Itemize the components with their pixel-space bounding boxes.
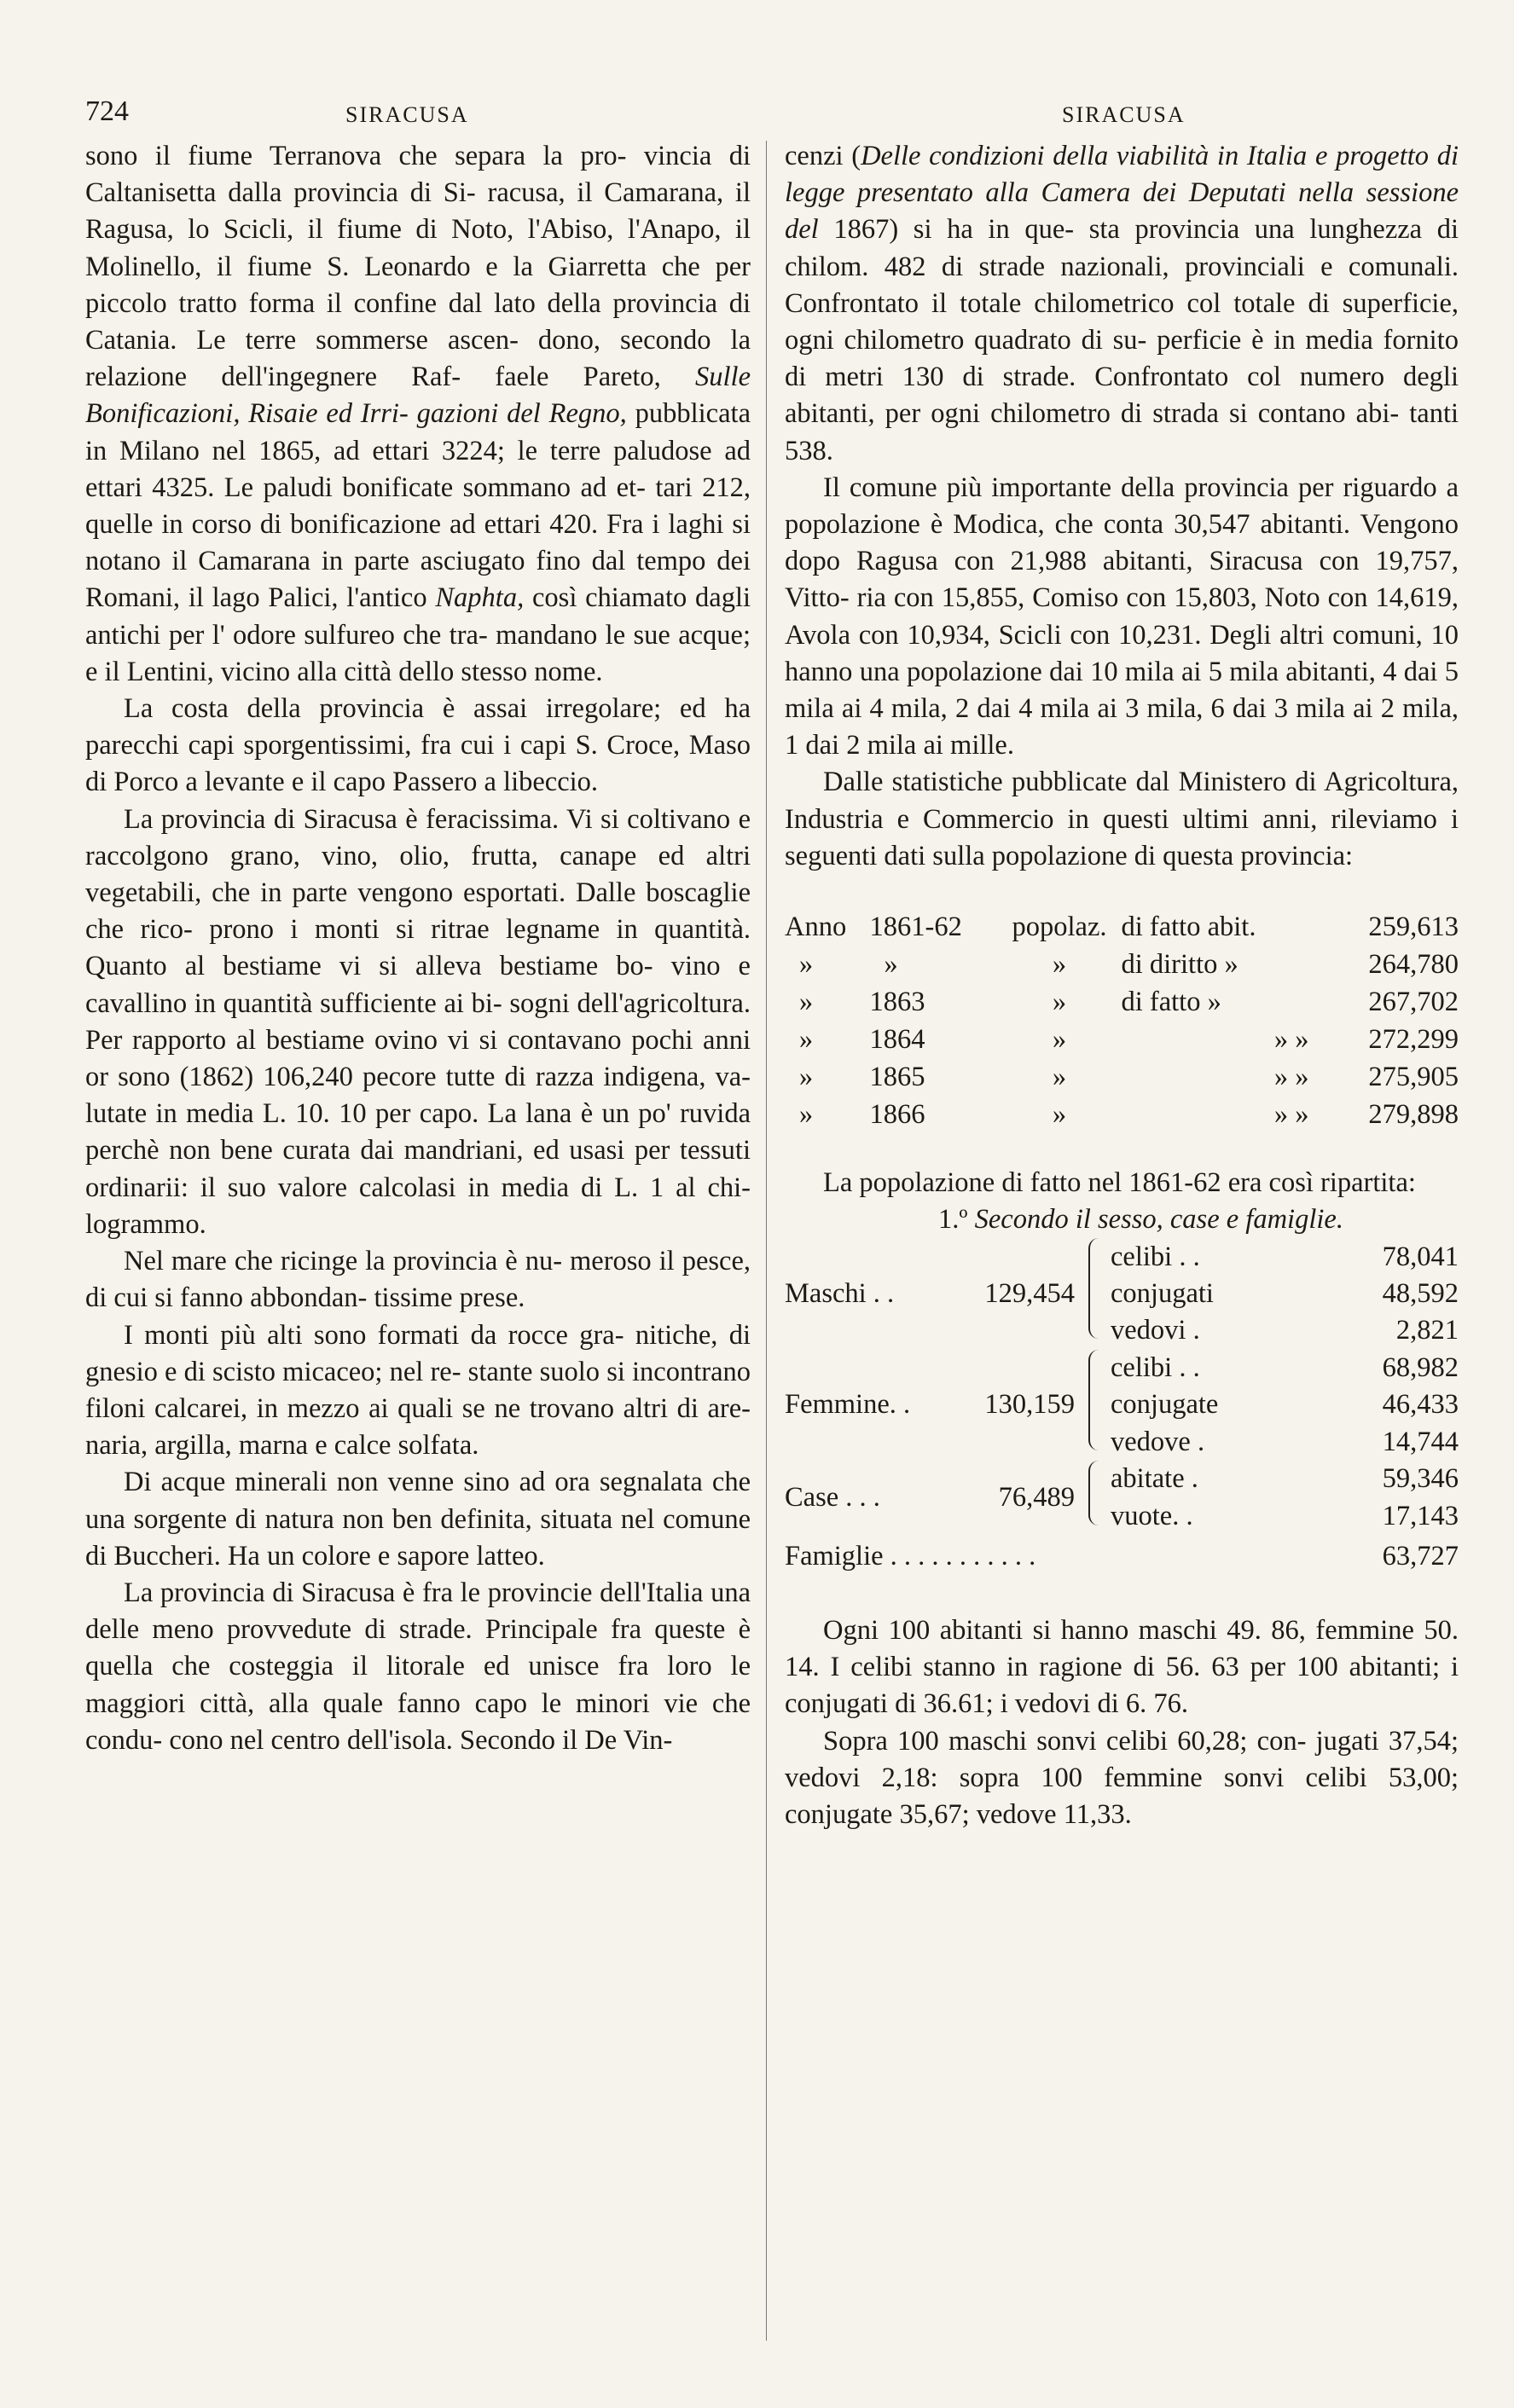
book-title: Sulle Bonificazioni, Risaie ed Irri- gazioni del Regno, <box>85 362 751 430</box>
paragraph: cenzi (Delle condizioni della viabilità in Italia e progetto di legge presentato alla Camera dei Deputati nella sessione del 1867) si ha in que- sta provincia una lunghezza di chilom. 482 di strade nazionali, provinciali e comunali. Confrontato il totale chilometrico col totale di superficie, ogni chilometro quadrato di su- perficie è in media fornito di metri 130 di strade. Confrontato col numero degli abitanti, per ogni chilometro di strada si contano abi- tanti 538. <box>785 141 1459 466</box>
table-row: vedove . 14,744 <box>1111 1426 1459 1457</box>
table-row: Famiglie . . . . . . . . . . . 63,727 <box>785 1541 1459 1572</box>
table-row: » » » di diritto » 264,780 <box>798 949 1459 981</box>
section-heading: 1.º Secondo il sesso, case e famiglie. <box>938 1204 1343 1236</box>
brace <box>1082 1461 1105 1536</box>
right-column <box>785 138 1459 1833</box>
table-row: » 1865 » » » 275,905 <box>798 1062 1459 1093</box>
table-row: Femmine. . 130,159 celibi . . 68,982 <box>785 1350 1459 1386</box>
page-number: 724 <box>85 96 129 127</box>
brace <box>1082 1238 1105 1349</box>
running-title-right: SIRACUSA <box>1062 102 1186 127</box>
running-title-left: SIRACUSA <box>345 102 469 127</box>
table-row: » 1864 » » » 272,299 <box>798 1024 1459 1056</box>
table-row: Anno 1861-62 popolaz. di fatto abit. 259,613 <box>785 912 1459 943</box>
lake-name: Naphta, <box>435 582 525 614</box>
table-row: Case . . . 76,489 abitate . 59,346 <box>785 1461 1459 1498</box>
table-row: » 1863 » di fatto » 267,702 <box>798 987 1459 1018</box>
paragraph: La popolazione di fatto nel 1861-62 era così ripartita: <box>823 1167 1416 1199</box>
column-divider <box>766 141 767 2341</box>
book-title: Delle condizioni della viabilità in Italia e progetto di legge presentato alla Camera dei Deputati nella sessione del <box>785 141 1459 246</box>
paragraph: Di acque minerali non venne sino ad ora segnalata che una sorgente di natura non ben definita, situata nel comune di Buccheri. Ha un colore e sapore latteo. <box>85 1467 751 1572</box>
brace <box>1082 1350 1105 1461</box>
paragraph: La provincia di Siracusa è fra le provincie dell'Italia una delle meno provvedute di strade. Principale fra queste è quella che costeggia il litorale ed unisce fra loro le maggiori città, alla quale fanno capo le minori vie che condu- cono nel centro dell'isola. Secondo il De Vin- <box>85 1577 751 1756</box>
paragraph: I monti più alti sono formati da rocce gra- nitiche, di gnesio e di scisto micaceo; nel re- stante suolo si incontrano filoni calcarei, in mezzo ai quali se ne trovano altri di are- naria, argilla, marna e calce solfata. <box>85 1319 751 1462</box>
paragraph: Ogni 100 abitanti si hanno maschi 49. 86, femmine 50. 14. I celibi stanno in ragione di 56. 63 per 100 abitanti; i conjugati di 36.61; i vedovi di 6. 76. <box>785 1615 1459 1720</box>
paragraph: La provincia di Siracusa è feracissima. Vi si coltivano e raccolgono grano, vino, olio, frutta, canape ed altri vegetabili, che in parte vengono esportati. Dalle boscaglie che rico- prono i monti si ritrae legname in quantità. Quanto al bestiame vi si alleva bestiame bo- vino e cavallino in quantità sufficiente ai bi- sogni dell'agricoltura. Per rapporto al bestiame ovino vi si contavano pochi anni or sono (1862) 106,240 pecore tutte di razza indigena, va- lutate in media L. 10. 10 per capo. La lana è un po' ruvida perchè non bene curata dai mandriani, ed usasi per tessuti ordinarii: il suo valore calcolasi in media di L. 1 al chi- logrammo. <box>85 803 751 1240</box>
paragraph: La costa della provincia è assai irregolare; ed ha parecchi capi sporgentissimi, fra cui i capi S. Croce, Maso di Porco a levante e il capo Passero a libeccio. <box>85 693 751 798</box>
paragraph: Sopra 100 maschi sonvi celibi 60,28; con- jugati 37,54; vedovi 2,18: sopra 100 femmine sonvi celibi 53,00; conjugate 35,67; vedove 11,33. <box>785 1725 1459 1831</box>
paragraph: Il comune più importante della provincia per riguardo a popolazione è Modica, che conta 30,547 abitanti. Vengono dopo Ragusa con 21,988 abitanti, Siracusa con 19,757, Vitto- ria con 15,855, Comiso con 15,803, Noto con 14,619, Avola con 10,934, Scicli con 10,231. Degli altri comuni, 10 hanno una popolazione dai 10 mila ai 5 mila abitanti, 4 dai 5 mila ai 4 mila, 2 dai 4 mila ai 3 mila, 6 dai 3 mila ai 2 mila, 1 dai 2 mila ai mille. <box>785 472 1459 761</box>
left-column <box>85 138 751 1759</box>
table-row: vuote. . 17,143 <box>1111 1501 1459 1532</box>
table-row: Maschi . . 129,454 celibi . . 78,041 <box>785 1238 1459 1275</box>
distribution-table <box>785 1238 1459 1578</box>
table-row: conjugati 48,592 <box>1111 1277 1459 1309</box>
table-row: vedovi . 2,821 <box>1111 1315 1459 1346</box>
table-row: conjugate 46,433 <box>1111 1389 1459 1421</box>
paragraph: Dalle statistiche pubblicate dal Ministero di Agricoltura, Industria e Commercio in questi ultimi anni, rileviamo i seguenti dati sulla popolazione di questa provincia: <box>785 767 1459 871</box>
table-row: » 1866 » » » 279,898 <box>798 1099 1459 1131</box>
paragraph: sono il fiume Terranova che separa la pro- vincia di Caltanisetta dalla provincia di Si- racusa, il Camarana, il Ragusa, lo Scicli, il fiume di Noto, l'Abiso, l'Anapo, il Molinello, il fiume S. Leonardo e la Giarretta che per piccolo tratto forma il confine dal lato della provincia di Catania. Le terre sommerse ascen- dono, secondo la relazione dell'ingegnere Raf- faele Pareto, Sulle Bonificazioni, Risaie ed Irri- gazioni del Regno, pubblicata in Milano nel 1865, ad ettari 3224; le terre paludose ad ettari 4325. Le paludi bonificate sommano ad et- tari 212, quelle in corso di bonificazione ad ettari 420. Fra i laghi si notano il Camarana in parte asciugato fino dal tempo dei Romani, il lago Palici, l'antico Naphta, così chiamato dagli antichi per l' odore sulfureo che tra- mandano le sue acque; e il Lentini, vicino alla città dello stesso nome. <box>85 141 751 687</box>
population-table <box>785 909 1459 1134</box>
paragraph: Nel mare che ricinge la provincia è nu- meroso il pesce, di cui si fanno abbondan- tissime prese. <box>85 1246 751 1314</box>
